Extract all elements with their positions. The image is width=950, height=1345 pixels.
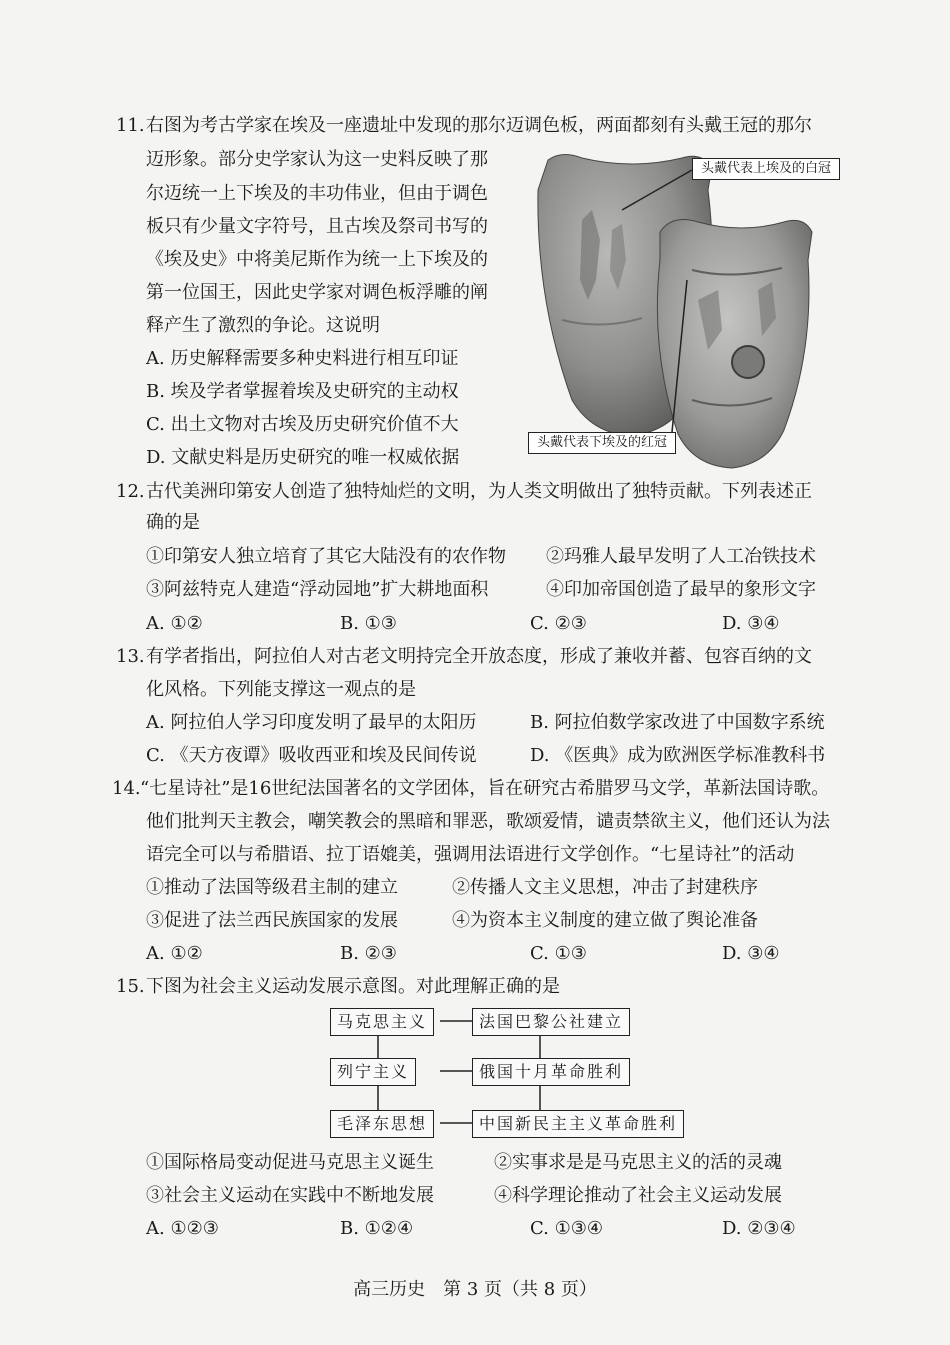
box-paris-commune: 法国巴黎公社建立	[472, 1008, 630, 1036]
box-october-revolution: 俄国十月革命胜利	[472, 1058, 630, 1086]
q11-stem-line5: 《埃及史》中将美尼斯作为统一上下埃及的	[146, 249, 488, 270]
q12-statement-4: ④印加帝国创造了最早的象形文字	[546, 579, 816, 600]
q14-statement-3: ③促进了法兰西民族国家的发展	[146, 910, 398, 931]
q14-stem-line3: 语完全可以与希腊语、拉丁语媲美，强调用法语进行文学创作。“七星诗社”的活动	[146, 844, 795, 865]
q11-stem-line4: 板只有少量文字符号，且古埃及祭司书写的	[146, 216, 488, 237]
q12-option-b[interactable]: B. ①③	[340, 613, 397, 634]
q11-option-b[interactable]: B. 埃及学者掌握着埃及史研究的主动权	[146, 381, 459, 402]
narmer-palette-image	[522, 150, 867, 472]
label-red-crown: 头戴代表下埃及的红冠	[528, 432, 676, 454]
page-footer: 高三历史 第 3 页（共 8 页）	[353, 1279, 597, 1300]
q15-statement-1: ①国际格局变动促进马克思主义诞生	[146, 1152, 434, 1173]
q14-stem-line1: “七星诗社”是16世纪法国著名的文学团体，旨在研究古希腊罗马文学，革新法国诗歌。	[140, 778, 830, 799]
q14-option-c[interactable]: C. ①③	[530, 943, 587, 964]
q13-stem-line1: 有学者指出，阿拉伯人对古老文明持完全开放态度，形成了兼收并蓄、包容百纳的文	[146, 646, 812, 667]
q15-option-b[interactable]: B. ①②④	[340, 1218, 414, 1239]
box-leninism: 列宁主义	[330, 1058, 416, 1086]
q11-option-c[interactable]: C. 出土文物对古埃及历史研究价值不大	[146, 414, 459, 435]
q11-stem-line7: 释产生了激烈的争论。这说明	[146, 315, 380, 336]
q12-statement-2: ②玛雅人最早发明了人工冶铁技术	[546, 546, 816, 567]
box-marxism: 马克思主义	[330, 1008, 434, 1036]
q14-option-d[interactable]: D. ③④	[722, 943, 780, 964]
socialism-development-diagram	[330, 1006, 680, 1140]
q11-stem-line2: 迈形象。部分史学家认为这一史料反映了那	[146, 149, 488, 170]
q13-option-c[interactable]: C. 《天方夜谭》吸收西亚和埃及民间传说	[146, 745, 477, 766]
question-15-number: 15.	[116, 976, 145, 997]
question-12-number: 12.	[116, 481, 145, 502]
q12-statement-1: ①印第安人独立培育了其它大陆没有的农作物	[146, 546, 506, 567]
q13-stem-line2: 化风格。下列能支撑这一观点的是	[146, 679, 416, 700]
q11-stem-line6: 第一位国王，因此史学家对调色板浮雕的阐	[146, 282, 488, 303]
q11-stem-line1: 右图为考古学家在埃及一座遗址中发现的那尔迈调色板，两面都刻有头戴王冠的那尔	[146, 115, 812, 136]
q13-option-d[interactable]: D. 《医典》成为欧洲医学标准教科书	[530, 745, 826, 766]
q11-option-d[interactable]: D. 文献史料是历史研究的唯一权威依据	[146, 447, 460, 468]
q13-option-b[interactable]: B. 阿拉伯数学家改进了中国数字系统	[530, 712, 825, 733]
q12-option-d[interactable]: D. ③④	[722, 613, 780, 634]
q12-statement-3: ③阿兹特克人建造“浮动园地”扩大耕地面积	[146, 579, 489, 600]
box-new-democratic-revolution: 中国新民主主义革命胜利	[472, 1110, 684, 1138]
box-mao-thought: 毛泽东思想	[330, 1110, 434, 1138]
question-14-number: 14.	[112, 778, 141, 799]
narmer-palette-figure	[522, 150, 867, 472]
q14-option-a[interactable]: A. ①②	[146, 943, 203, 964]
label-white-crown: 头戴代表上埃及的白冠	[692, 158, 840, 180]
q15-statement-2: ②实事求是是马克思主义的活的灵魂	[494, 1152, 782, 1173]
q13-option-a[interactable]: A. 阿拉伯人学习印度发明了最早的太阳历	[146, 712, 477, 733]
q14-stem-line2: 他们批判天主教会，嘲笑教会的黑暗和罪恶，歌颂爱情，谴责禁欲主义，他们还认为法	[146, 811, 830, 832]
q14-statement-2: ②传播人文主义思想，冲击了封建秩序	[452, 877, 758, 898]
q15-statement-3: ③社会主义运动在实践中不断地发展	[146, 1185, 434, 1206]
q12-stem-line1: 古代美洲印第安人创造了独特灿烂的文明，为人类文明做出了独特贡献。下列表述正	[146, 481, 812, 502]
q15-option-d[interactable]: D. ②③④	[722, 1218, 796, 1239]
q12-option-a[interactable]: A. ①②	[146, 613, 203, 634]
q14-statement-1: ①推动了法国等级君主制的建立	[146, 877, 398, 898]
q11-option-a[interactable]: A. 历史解释需要多种史料进行相互印证	[146, 348, 459, 369]
question-11-number: 11.	[116, 115, 145, 136]
q15-stem-line1: 下图为社会主义运动发展示意图。对此理解正确的是	[146, 976, 560, 997]
q15-option-c[interactable]: C. ①③④	[530, 1218, 603, 1239]
q14-option-b[interactable]: B. ②③	[340, 943, 397, 964]
q12-option-c[interactable]: C. ②③	[530, 613, 587, 634]
q15-option-a[interactable]: A. ①②③	[146, 1218, 219, 1239]
q12-stem-line2: 确的是	[146, 512, 200, 533]
question-13-number: 13.	[116, 646, 145, 667]
q14-statement-4: ④为资本主义制度的建立做了舆论准备	[452, 910, 758, 931]
q15-statement-4: ④科学理论推动了社会主义运动发展	[494, 1185, 782, 1206]
q11-stem-line3: 尔迈统一上下埃及的丰功伟业，但由于调色	[146, 183, 488, 204]
